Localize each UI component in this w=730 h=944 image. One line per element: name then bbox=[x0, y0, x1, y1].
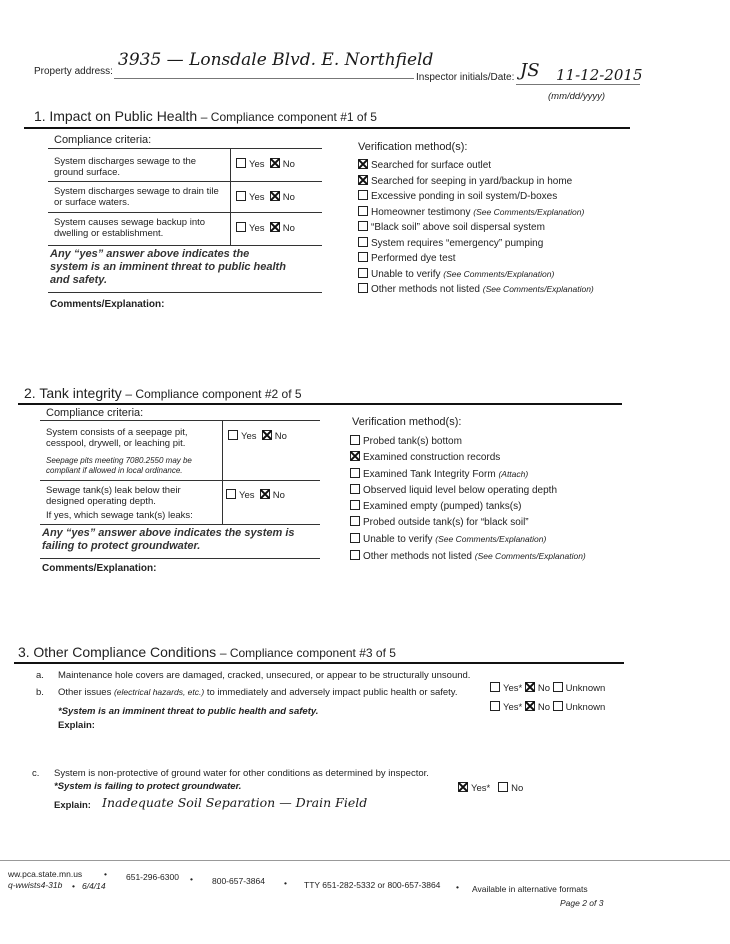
inspector-initials[interactable]: JS bbox=[520, 60, 540, 81]
property-address-value[interactable]: 3935 — Lonsdale Blvd. E. Northfield bbox=[118, 50, 434, 70]
s2-warning: Any “yes” answer above indicates the system is failing to protect groundwater. bbox=[42, 527, 295, 552]
s3-a-text: Maintenance hole covers are damaged, cracked, unsecured, or appear to be structurally unsound. bbox=[58, 670, 471, 681]
s1-method-3[interactable]: Excessive ponding in soil system/D-boxes bbox=[358, 189, 658, 205]
footer-code: q-wwists4-31b bbox=[8, 880, 63, 890]
s1-method-7[interactable]: Performed dye test bbox=[358, 251, 658, 267]
section-3-subtitle: – Compliance component #3 of 5 bbox=[219, 646, 396, 660]
s1-criterion-2: System discharges sewage to drain tile or surface waters. bbox=[54, 186, 219, 208]
s2-comments-label: Comments/Explanation: bbox=[42, 563, 157, 574]
property-address-label: Property address: bbox=[34, 66, 113, 77]
inspector-label: Inspector initials/Date: bbox=[416, 72, 515, 83]
s1-method-8[interactable]: Unable to verify (See Comments/Explanation) bbox=[358, 267, 658, 283]
footer-date: 6/4/14 bbox=[82, 881, 106, 891]
s1-criterion-2-options: Yes No bbox=[236, 191, 295, 203]
s3-b-text: Other issues (electrical hazards, etc.) to immediately and adversely impact public health or safety. bbox=[58, 687, 458, 698]
s2-verification-title: Verification method(s): bbox=[352, 416, 462, 428]
section-3-title: Other Compliance Conditions bbox=[33, 644, 217, 660]
s2-method-6[interactable]: Probed outside tank(s) for “black soil” bbox=[350, 515, 650, 531]
s1-method-5[interactable]: “Black soil” above soil dispersal system bbox=[358, 220, 658, 236]
s1-c2-no-checkbox[interactable] bbox=[270, 191, 280, 201]
s1-verification-list bbox=[358, 158, 658, 298]
s1-verification-title: Verification method(s): bbox=[358, 141, 468, 153]
s3-c-text: System is non-protective of ground water for other conditions as determined by inspector. bbox=[54, 768, 429, 779]
footer-bullet: • bbox=[456, 882, 459, 892]
s2-criterion-1-note: Seepage pits meeting 7080.2550 may be compliant if allowed in local ordinance. bbox=[46, 456, 192, 475]
s1-criterion-1: System discharges sewage to the ground surface. bbox=[54, 156, 197, 178]
s1-c2-yes-checkbox[interactable] bbox=[236, 191, 246, 201]
s2-c1-yes-checkbox[interactable] bbox=[228, 430, 238, 440]
footer-website[interactable]: ww.pca.state.mn.us bbox=[8, 869, 83, 879]
s1-method-9[interactable]: Other methods not listed (See Comments/Explanation) bbox=[358, 282, 658, 298]
footer-tty: TTY 651-282-5332 or 800-657-3864 bbox=[304, 880, 441, 890]
s1-criterion-3: System causes sewage backup into dwelling or establishment. bbox=[54, 217, 206, 239]
inspection-date[interactable]: 11-12-2015 bbox=[556, 66, 643, 84]
footer-phone-1: 651-296-6300 bbox=[126, 872, 179, 882]
s1-method-6[interactable]: System requires “emergency” pumping bbox=[358, 236, 658, 252]
s2-method-3[interactable]: Examined Tank Integrity Form (Attach) bbox=[350, 466, 650, 483]
footer-bullet: • bbox=[190, 874, 193, 884]
s3-a-unknown-checkbox[interactable] bbox=[553, 682, 563, 692]
section-2-subtitle: – Compliance component #2 of 5 bbox=[125, 387, 302, 401]
footer-page: Page 2 of 3 bbox=[560, 898, 604, 908]
s2-criterion-1-options: Yes No bbox=[228, 430, 287, 442]
s3-b-options: Yes* No Unknown bbox=[490, 701, 605, 713]
section-2-title: Tank integrity bbox=[39, 385, 122, 401]
s2-c2-no-checkbox[interactable] bbox=[260, 489, 270, 499]
s3-b-explain-label: Explain: bbox=[58, 720, 95, 731]
s1-method-2[interactable]: Searched for seeping in yard/backup in home bbox=[358, 174, 658, 190]
footer-alt-formats: Available in alternative formats bbox=[472, 884, 588, 894]
s3-c-explain-value[interactable]: Inadequate Soil Separation — Drain Field bbox=[102, 795, 368, 810]
s1-comments-label: Comments/Explanation: bbox=[50, 299, 165, 310]
section-2-number: 2. bbox=[24, 385, 36, 401]
s1-warning: Any “yes” answer above indicates the system is an imminent threat to public health and safety. bbox=[50, 248, 286, 286]
section-1-title: Impact on Public Health bbox=[49, 108, 198, 124]
s2-method-2[interactable]: Examined construction records bbox=[350, 450, 650, 466]
s3-a-no-checkbox[interactable] bbox=[525, 682, 535, 692]
s3-c-explain-label: Explain: bbox=[54, 800, 91, 811]
footer-phone-2: 800-657-3864 bbox=[212, 876, 265, 886]
s2-criteria-title: Compliance criteria: bbox=[46, 407, 144, 419]
s1-c3-yes-checkbox[interactable] bbox=[236, 222, 246, 232]
footer-bullet: • bbox=[284, 878, 287, 888]
section-3-heading bbox=[18, 644, 396, 660]
section-1-subtitle: – Compliance component #1 of 5 bbox=[200, 110, 377, 124]
s3-c-note: *System is failing to protect groundwater. bbox=[54, 781, 242, 792]
section-3-number: 3. bbox=[18, 644, 30, 660]
s2-criterion-1: System consists of a seepage pit, cesspool, drywell, or leaching pit. bbox=[46, 427, 188, 449]
section-2-heading bbox=[24, 385, 302, 401]
s1-method-4[interactable]: Homeowner testimony (See Comments/Explanation) bbox=[358, 205, 658, 221]
date-format-hint: (mm/dd/yyyy) bbox=[548, 91, 605, 102]
s3-b-note: *System is an imminent threat to public health and safety. bbox=[58, 706, 319, 717]
section-1-number: 1. bbox=[34, 108, 46, 124]
s2-verification-list bbox=[350, 434, 650, 565]
s2-c1-no-checkbox[interactable] bbox=[262, 430, 272, 440]
s2-criterion-2: Sewage tank(s) leak below their designed operating depth. bbox=[46, 485, 181, 507]
s3-b-letter: b. bbox=[36, 687, 44, 698]
s2-method-4[interactable]: Observed liquid level below operating depth bbox=[350, 483, 650, 499]
s2-method-5[interactable]: Examined empty (pumped) tanks(s) bbox=[350, 499, 650, 515]
s2-method-8[interactable]: Other methods not listed (See Comments/Explanation) bbox=[350, 548, 650, 565]
s1-criterion-3-options: Yes No bbox=[236, 222, 295, 234]
s3-c-no-checkbox[interactable] bbox=[498, 782, 508, 792]
s1-method-1[interactable]: Searched for surface outlet bbox=[358, 158, 658, 174]
s1-criteria-title: Compliance criteria: bbox=[54, 134, 152, 146]
s3-b-no-checkbox[interactable] bbox=[525, 701, 535, 711]
s3-a-yes-checkbox[interactable] bbox=[490, 682, 500, 692]
s3-b-unknown-checkbox[interactable] bbox=[553, 701, 563, 711]
footer-bullet: • bbox=[72, 881, 75, 891]
s1-c1-yes-checkbox[interactable] bbox=[236, 158, 246, 168]
footer-bullet: • bbox=[104, 869, 107, 879]
section-1-heading bbox=[34, 108, 377, 124]
s3-c-letter: c. bbox=[32, 768, 40, 779]
s2-c2-yes-checkbox[interactable] bbox=[226, 489, 236, 499]
s2-criterion-2-options: Yes No bbox=[226, 489, 285, 501]
s2-method-7[interactable]: Unable to verify (See Comments/Explanation) bbox=[350, 531, 650, 548]
s3-c-yes-checkbox[interactable] bbox=[458, 782, 468, 792]
s1-criterion-1-options: Yes No bbox=[236, 158, 295, 170]
s3-b-yes-checkbox[interactable] bbox=[490, 701, 500, 711]
s2-criterion-2-note: If yes, which sewage tank(s) leaks: bbox=[46, 510, 193, 521]
s3-a-letter: a. bbox=[36, 670, 44, 681]
s3-a-options: Yes* No Unknown bbox=[490, 682, 605, 694]
s3-c-options: Yes* No bbox=[458, 782, 523, 794]
s1-c3-no-checkbox[interactable] bbox=[270, 222, 280, 232]
s2-method-1[interactable]: Probed tank(s) bottom bbox=[350, 434, 650, 450]
s1-c1-no-checkbox[interactable] bbox=[270, 158, 280, 168]
